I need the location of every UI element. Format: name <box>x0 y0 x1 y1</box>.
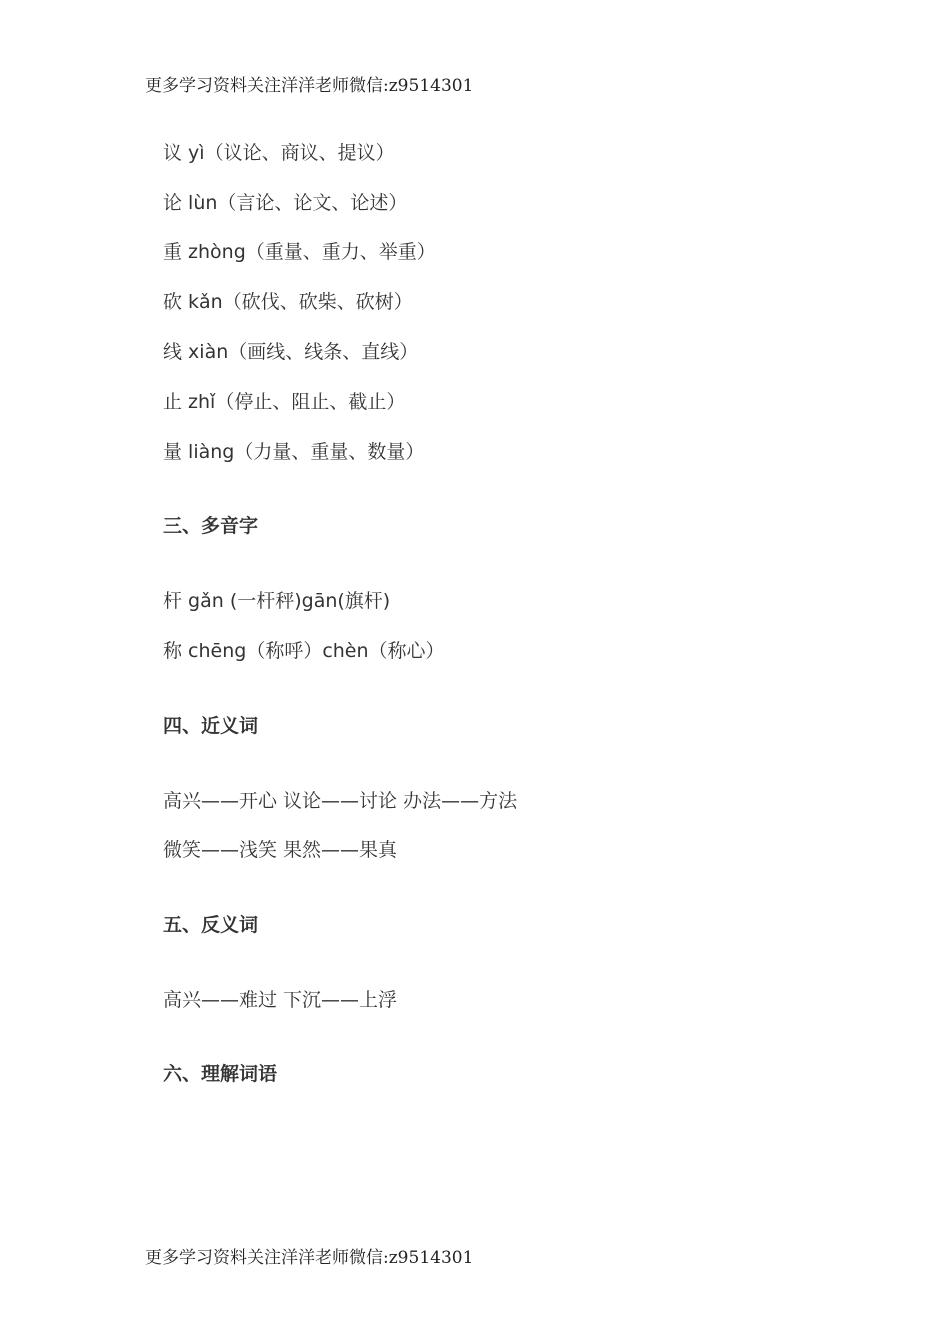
vocab-item-zhi: 止 zhǐ（停止、阻止、截止） <box>163 391 406 413</box>
vocab-item-yi: 议 yì（议论、商议、提议） <box>163 142 395 164</box>
section-heading-word-meaning: 六、理解词语 <box>163 1063 278 1085</box>
polyphonic-item-cheng: 称 chēng（称呼）chèn（称心） <box>163 640 445 662</box>
section-heading-antonyms: 五、反义词 <box>163 914 259 936</box>
section-heading-polyphonic: 三、多音字 <box>163 515 259 537</box>
synonym-line-2: 微笑——浅笑 果然——果真 <box>163 839 398 861</box>
header-note: 更多学习资料关注洋洋老师微信:z9514301 <box>145 76 474 96</box>
vocab-item-kan: 砍 kǎn（砍伐、砍柴、砍树） <box>163 291 413 313</box>
vocab-item-xian: 线 xiàn（画线、线条、直线） <box>163 341 419 363</box>
vocab-item-liang: 量 liàng（力量、重量、数量） <box>163 441 425 463</box>
section-heading-synonyms: 四、近义词 <box>163 715 259 737</box>
antonym-line-1: 高兴——难过 下沉——上浮 <box>163 989 398 1011</box>
footer-note: 更多学习资料关注洋洋老师微信:z9514301 <box>145 1248 474 1268</box>
vocab-item-zhong: 重 zhòng（重量、重力、举重） <box>163 241 436 263</box>
vocab-item-lun: 论 lùn（言论、论文、论述） <box>163 192 408 214</box>
polyphonic-item-gan: 杆 gǎn (一杆秤)gān(旗杆) <box>163 590 391 612</box>
synonym-line-1: 高兴——开心 议论——讨论 办法——方法 <box>163 790 518 812</box>
